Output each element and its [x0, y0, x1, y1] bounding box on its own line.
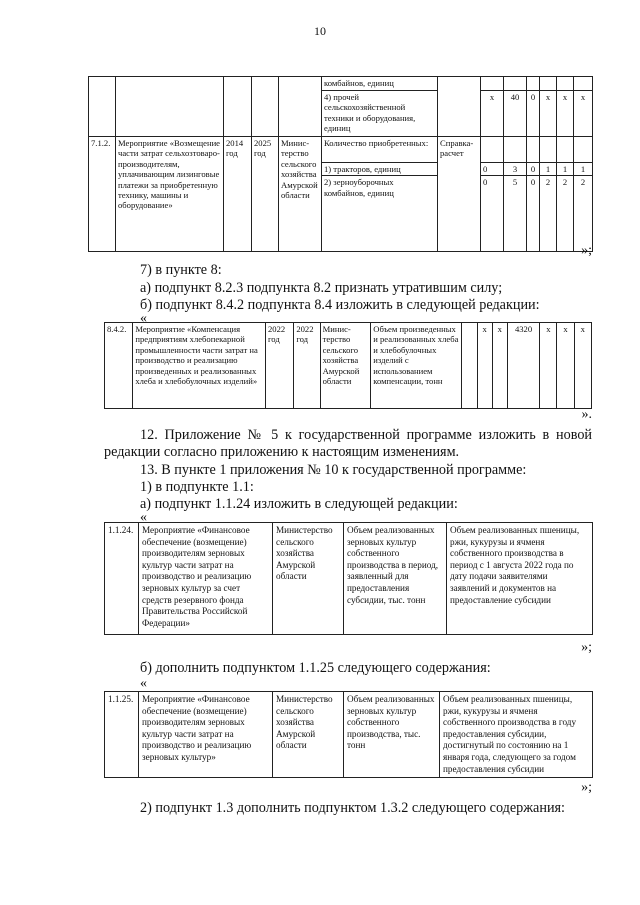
paragraph: б) подпункт 8.4.2 подпункта 8.4 изложить в следующей редакции: [140, 297, 540, 313]
opening-quote: « [140, 510, 147, 525]
indicator-description: Объем реализованных пшеницы, ржи, кукурузы и ячменя собственного производства в период с 1 августа 2022 года по дату подачи заявителями заявлений и документов на предоставление субсидии [447, 523, 593, 635]
table-cell [462, 323, 477, 409]
table-cell: x [492, 323, 507, 409]
table-cell: 0 [481, 176, 504, 252]
table-cell: x [557, 323, 574, 409]
table-row [105, 692, 593, 778]
closing-quote: »; [581, 780, 592, 795]
executor: Минис-терство сельского хозяйства Амурской области [320, 323, 371, 409]
activity-name: Мероприятие «Компенсация предприятиям хлебопекарной промышленности части затрат на производство и реализацию произведенных и реализованных хлеба и хлебобулочных изделий» [133, 323, 266, 409]
table-cell: 3 [504, 163, 527, 176]
end-year: 2022 год [294, 323, 320, 409]
indicator: Объем произведенных и реализованных хлеба и хлебобулочных изделий с использованием компенсации, тонн [371, 323, 462, 409]
opening-quote: « [140, 311, 147, 326]
row-number: 7.1.2. [89, 137, 116, 252]
table-cell: 0 [527, 91, 540, 137]
table-cell: 0 [527, 176, 540, 252]
paragraph: 13. В пункте 1 приложения № 10 к государственной программе: [140, 462, 527, 478]
paragraph: 2) подпункт 1.3 дополнить подпунктом 1.3.2 следующего содержания: [140, 800, 565, 816]
table-cell: 2 [557, 176, 574, 252]
opening-quote: « [140, 676, 147, 691]
activity-name: Мероприятие «Финансовое обеспечение (возмещение) производителям зерновых культур части затрат на производство и реализацию зерновых культур» [139, 692, 273, 778]
table-cell: 0 [527, 163, 540, 176]
table-cell: x [477, 323, 492, 409]
table-row [89, 137, 593, 163]
indicator-description: Объем реализованных пшеницы, ржи, кукурузы и ячменя собственного производства в году предоставления субсидии, достигнутый по состоянию на 1 января года, следующего за годом предоставления субсидии [440, 692, 593, 778]
table-cell: 2 [540, 176, 557, 252]
table-row [89, 77, 593, 91]
executor: Министерство сельского хозяйства Амурской области [273, 692, 344, 778]
table-cell: 5 [504, 176, 527, 252]
table-cell: x [557, 91, 574, 137]
table-cell: комбайнов, единиц [322, 77, 438, 91]
table-cell: x [574, 323, 591, 409]
table-cell: x [540, 91, 557, 137]
start-year: 2014 год [224, 137, 252, 252]
table-cell: x [574, 91, 593, 137]
calculation-method: Справка-расчет [438, 137, 481, 252]
indicator: Объем реализованных зерновых культур собственного производства, тыс. тонн [344, 692, 440, 778]
table-cell: 1 [557, 163, 574, 176]
start-year: 2022 год [265, 323, 293, 409]
table-cell: 4320 [507, 323, 539, 409]
table-cell: x [481, 91, 504, 137]
row-number: 8.4.2. [105, 323, 133, 409]
indicator: Объем реализованных зерновых культур собственного производства в период, заявленный для предоставления субсидии, тыс. тонн [344, 523, 447, 635]
row-number: 1.1.24. [105, 523, 139, 635]
table-cell: 4) прочей сельскохозяйственной техники и оборудования, единиц [322, 91, 438, 137]
paragraph: 12. Приложение № 5 к государственной программе изложить в новой редакции согласно приложению к настоящим изменениям. [104, 427, 592, 460]
table-cell: 1 [540, 163, 557, 176]
paragraph: а) подпункт 1.1.24 изложить в следующей редакции: [140, 496, 458, 512]
activity-name: Мероприятие «Финансовое обеспечение (возмещение) производителям зерновых культур части затрат на производство и реализацию зерновых культур за счет средств резервного фонда Правительства Российской Федерации» [139, 523, 273, 635]
indicator-heading: Количество приобретенных: [322, 137, 438, 163]
table-program-7-1-2 [88, 76, 593, 252]
table-program-1-1-24 [104, 522, 593, 635]
indicator-combines: 2) зерноуборочных комбайнов, единиц [322, 176, 438, 252]
executor: Министерство сельского хозяйства Амурской области [273, 523, 344, 635]
table-cell: x [540, 323, 557, 409]
table-program-1-1-25 [104, 691, 593, 778]
row-number: 1.1.25. [105, 692, 139, 778]
closing-quote: »; [581, 640, 592, 655]
page-number: 10 [314, 24, 326, 38]
table-program-8-4-2 [104, 322, 592, 409]
table-row [105, 523, 593, 635]
table-cell: 0 [481, 163, 504, 176]
closing-quote: »; [581, 243, 592, 258]
table-row [105, 323, 592, 409]
paragraph: б) дополнить подпунктом 1.1.25 следующего содержания: [140, 660, 491, 676]
table-cell: 2 [574, 176, 593, 252]
paragraph: 1) в подпункте 1.1: [140, 479, 254, 495]
indicator-tractors: 1) тракторов, единиц [322, 163, 438, 176]
paragraph: а) подпункт 8.2.3 подпункта 8.2 признать утратившим силу; [140, 280, 503, 296]
table-row [89, 91, 593, 137]
table-cell: 40 [504, 91, 527, 137]
executor: Минис-терство сельского хозяйства Амурской области [279, 137, 322, 252]
activity-name: Мероприятие «Возмещение части затрат сельхозтоваро-производителям, уплачивающим лизинговые платежи за приобретенную технику, машины и оборудование» [116, 137, 224, 252]
table-cell: 1 [574, 163, 593, 176]
paragraph: 7) в пункте 8: [140, 262, 222, 278]
closing-quote: ». [581, 407, 592, 422]
end-year: 2025 год [252, 137, 279, 252]
